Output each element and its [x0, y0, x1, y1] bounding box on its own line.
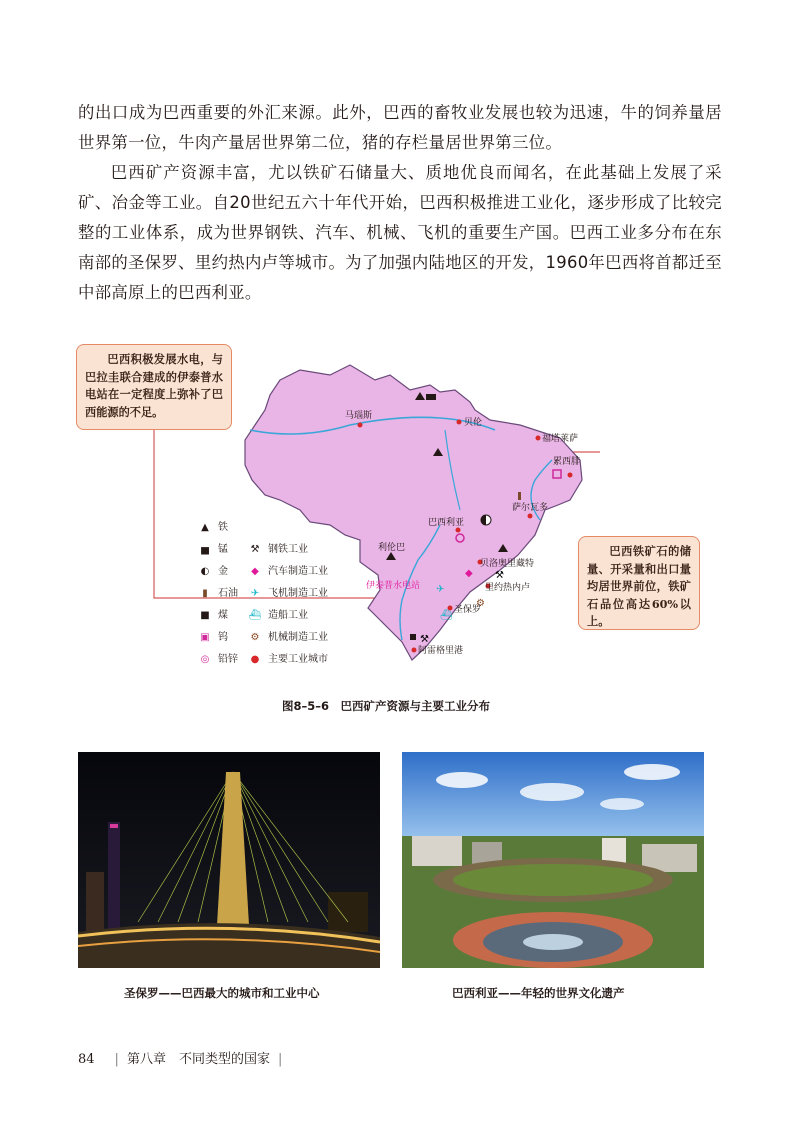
shipbuilding-icon: ⛴	[440, 610, 453, 621]
city-label-brasilia: 巴西利亚	[428, 518, 465, 528]
car-legend-icon: ◆	[251, 566, 259, 577]
photo-caption-sao-paulo: 圣保罗——巴西最大的城市和工业中心	[124, 986, 320, 1000]
city-label-belo-horizonte: 贝洛奥里藏特	[480, 559, 535, 569]
city-label-sao-paulo: 圣保罗	[454, 605, 482, 615]
city-label-itaipu: 伊泰普水电站	[366, 581, 421, 591]
legend-item-car: ◆ 汽车制造工业	[246, 562, 328, 577]
city-label-belem: 贝伦	[464, 418, 483, 428]
aircraft-legend-icon: ✈	[250, 588, 260, 599]
legend-item-city: ● 主要工业城市	[246, 650, 328, 665]
legend-item-manganese: ▅ 锰	[196, 540, 228, 555]
coal-symbol	[410, 634, 416, 640]
steel-industry-icon: ⚒	[420, 634, 429, 645]
oil-legend-icon: ▮	[202, 588, 208, 599]
legend-item-steel: ⚒ 钢铁工业	[246, 540, 308, 555]
city-label-fortaleza: 福塔莱萨	[542, 434, 579, 444]
steel-legend-icon: ⚒	[250, 544, 260, 555]
ship-legend-icon: ⛴	[248, 610, 262, 621]
page-number: 84	[78, 1052, 95, 1067]
legend-item-tungsten: ▣ 钨	[196, 628, 228, 643]
manganese-legend-icon: ▅	[201, 544, 209, 555]
machinery-legend-icon: ⚙	[250, 632, 260, 643]
city-label-manaus: 马瑙斯	[345, 411, 373, 421]
gold-legend-icon: ◐	[200, 566, 210, 577]
footer-divider: |	[114, 1052, 119, 1067]
legend-item-iron: ▲ 铁	[196, 518, 228, 533]
brasilia-photo	[402, 752, 704, 968]
car-industry-icon: ◆	[465, 568, 473, 579]
city-label-rio: 里约热内卢	[485, 583, 531, 593]
city-dot-salvador	[528, 514, 533, 519]
aircraft-industry-icon: ✈	[436, 584, 445, 595]
legend-item-lead-zinc: ◎ 铅锌	[196, 650, 238, 665]
steel-industry-icon: ⚒	[495, 570, 504, 581]
legend-item-machinery: ⚙ 机械制造工业	[246, 628, 328, 643]
map-caption: 图8–5–6 巴西矿产资源与主要工业分布	[282, 699, 491, 713]
iron-legend-icon: ▲	[201, 522, 209, 533]
oil-symbol	[518, 492, 521, 500]
city-label-recife: 累西腓	[553, 457, 581, 467]
body-paragraph-1: 的出口成为巴西重要的外汇来源。此外，巴西的畜牧业发展也较为迅速，牛的饲养量居世界第一位，牛肉产量居世界第二位，猪的存栏量居世界第三位。	[78, 103, 722, 152]
tungsten-legend-icon: ▣	[200, 632, 210, 643]
body-paragraph-2: 巴西矿产资源丰富，尤以铁矿石储量大、质地优良而闻名，在此基础上发展了采矿、冶金等工业。自20世纪五六十年代开始，巴西积极推进工业化，逐步形成了比较完整的工业体系，成为世界钢铁、汽车、机械、飞机的重要生产国。巴西工业多分布在东南部的圣保罗、里约热内卢等城市。为了加强内陆地区的开发，1960年巴西将首都迁至中部高原上的巴西利亚。	[78, 163, 722, 302]
lead-zinc-legend-icon: ◎	[200, 654, 210, 665]
city-dot-fortaleza	[536, 436, 541, 441]
city-label-uberaba: 利伦巴	[378, 543, 406, 553]
footer-divider: |	[277, 1052, 283, 1067]
legend-item-oil: ▮ 石油	[196, 584, 238, 599]
page-footer	[78, 1048, 290, 1067]
city-dot-manaus	[358, 423, 363, 428]
city-dot-brasilia	[456, 528, 461, 533]
callout-iron-ore: 巴西铁矿石的储量、开采量和出口量均居世界前位，铁矿石品位高达60%以上。	[578, 536, 700, 630]
city-legend-icon: ●	[250, 654, 260, 665]
photo-caption-brasilia: 巴西利亚——年轻的世界文化遗产	[452, 986, 625, 1000]
legend-item-gold: ◐ 金	[196, 562, 228, 577]
city-label-salvador: 萨尔瓦多	[512, 503, 549, 513]
legend-item-ship: ⛴ 造船工业	[246, 606, 308, 621]
city-dot-recife	[568, 473, 573, 478]
legend-item-coal: ■ 煤	[196, 606, 228, 621]
sao-paulo-bridge-photo	[78, 752, 380, 968]
city-dot-porto-alegre	[412, 648, 417, 653]
callout-hydropower: 巴西积极发展水电，与巴拉圭联合建成的伊泰普水电站在一定程度上弥补了巴西能源的不足。	[76, 344, 232, 430]
manganese-symbol	[426, 394, 436, 400]
coal-legend-icon: ■	[200, 610, 210, 621]
machinery-icon: ⚙	[476, 598, 485, 609]
chapter-title: 第八章 不同类型的国家	[126, 1052, 270, 1067]
city-label-porto-alegre: 阿雷格里港	[418, 646, 464, 656]
legend-item-aircraft: ✈ 飞机制造工业	[246, 584, 328, 599]
city-dot-belem	[457, 420, 462, 425]
